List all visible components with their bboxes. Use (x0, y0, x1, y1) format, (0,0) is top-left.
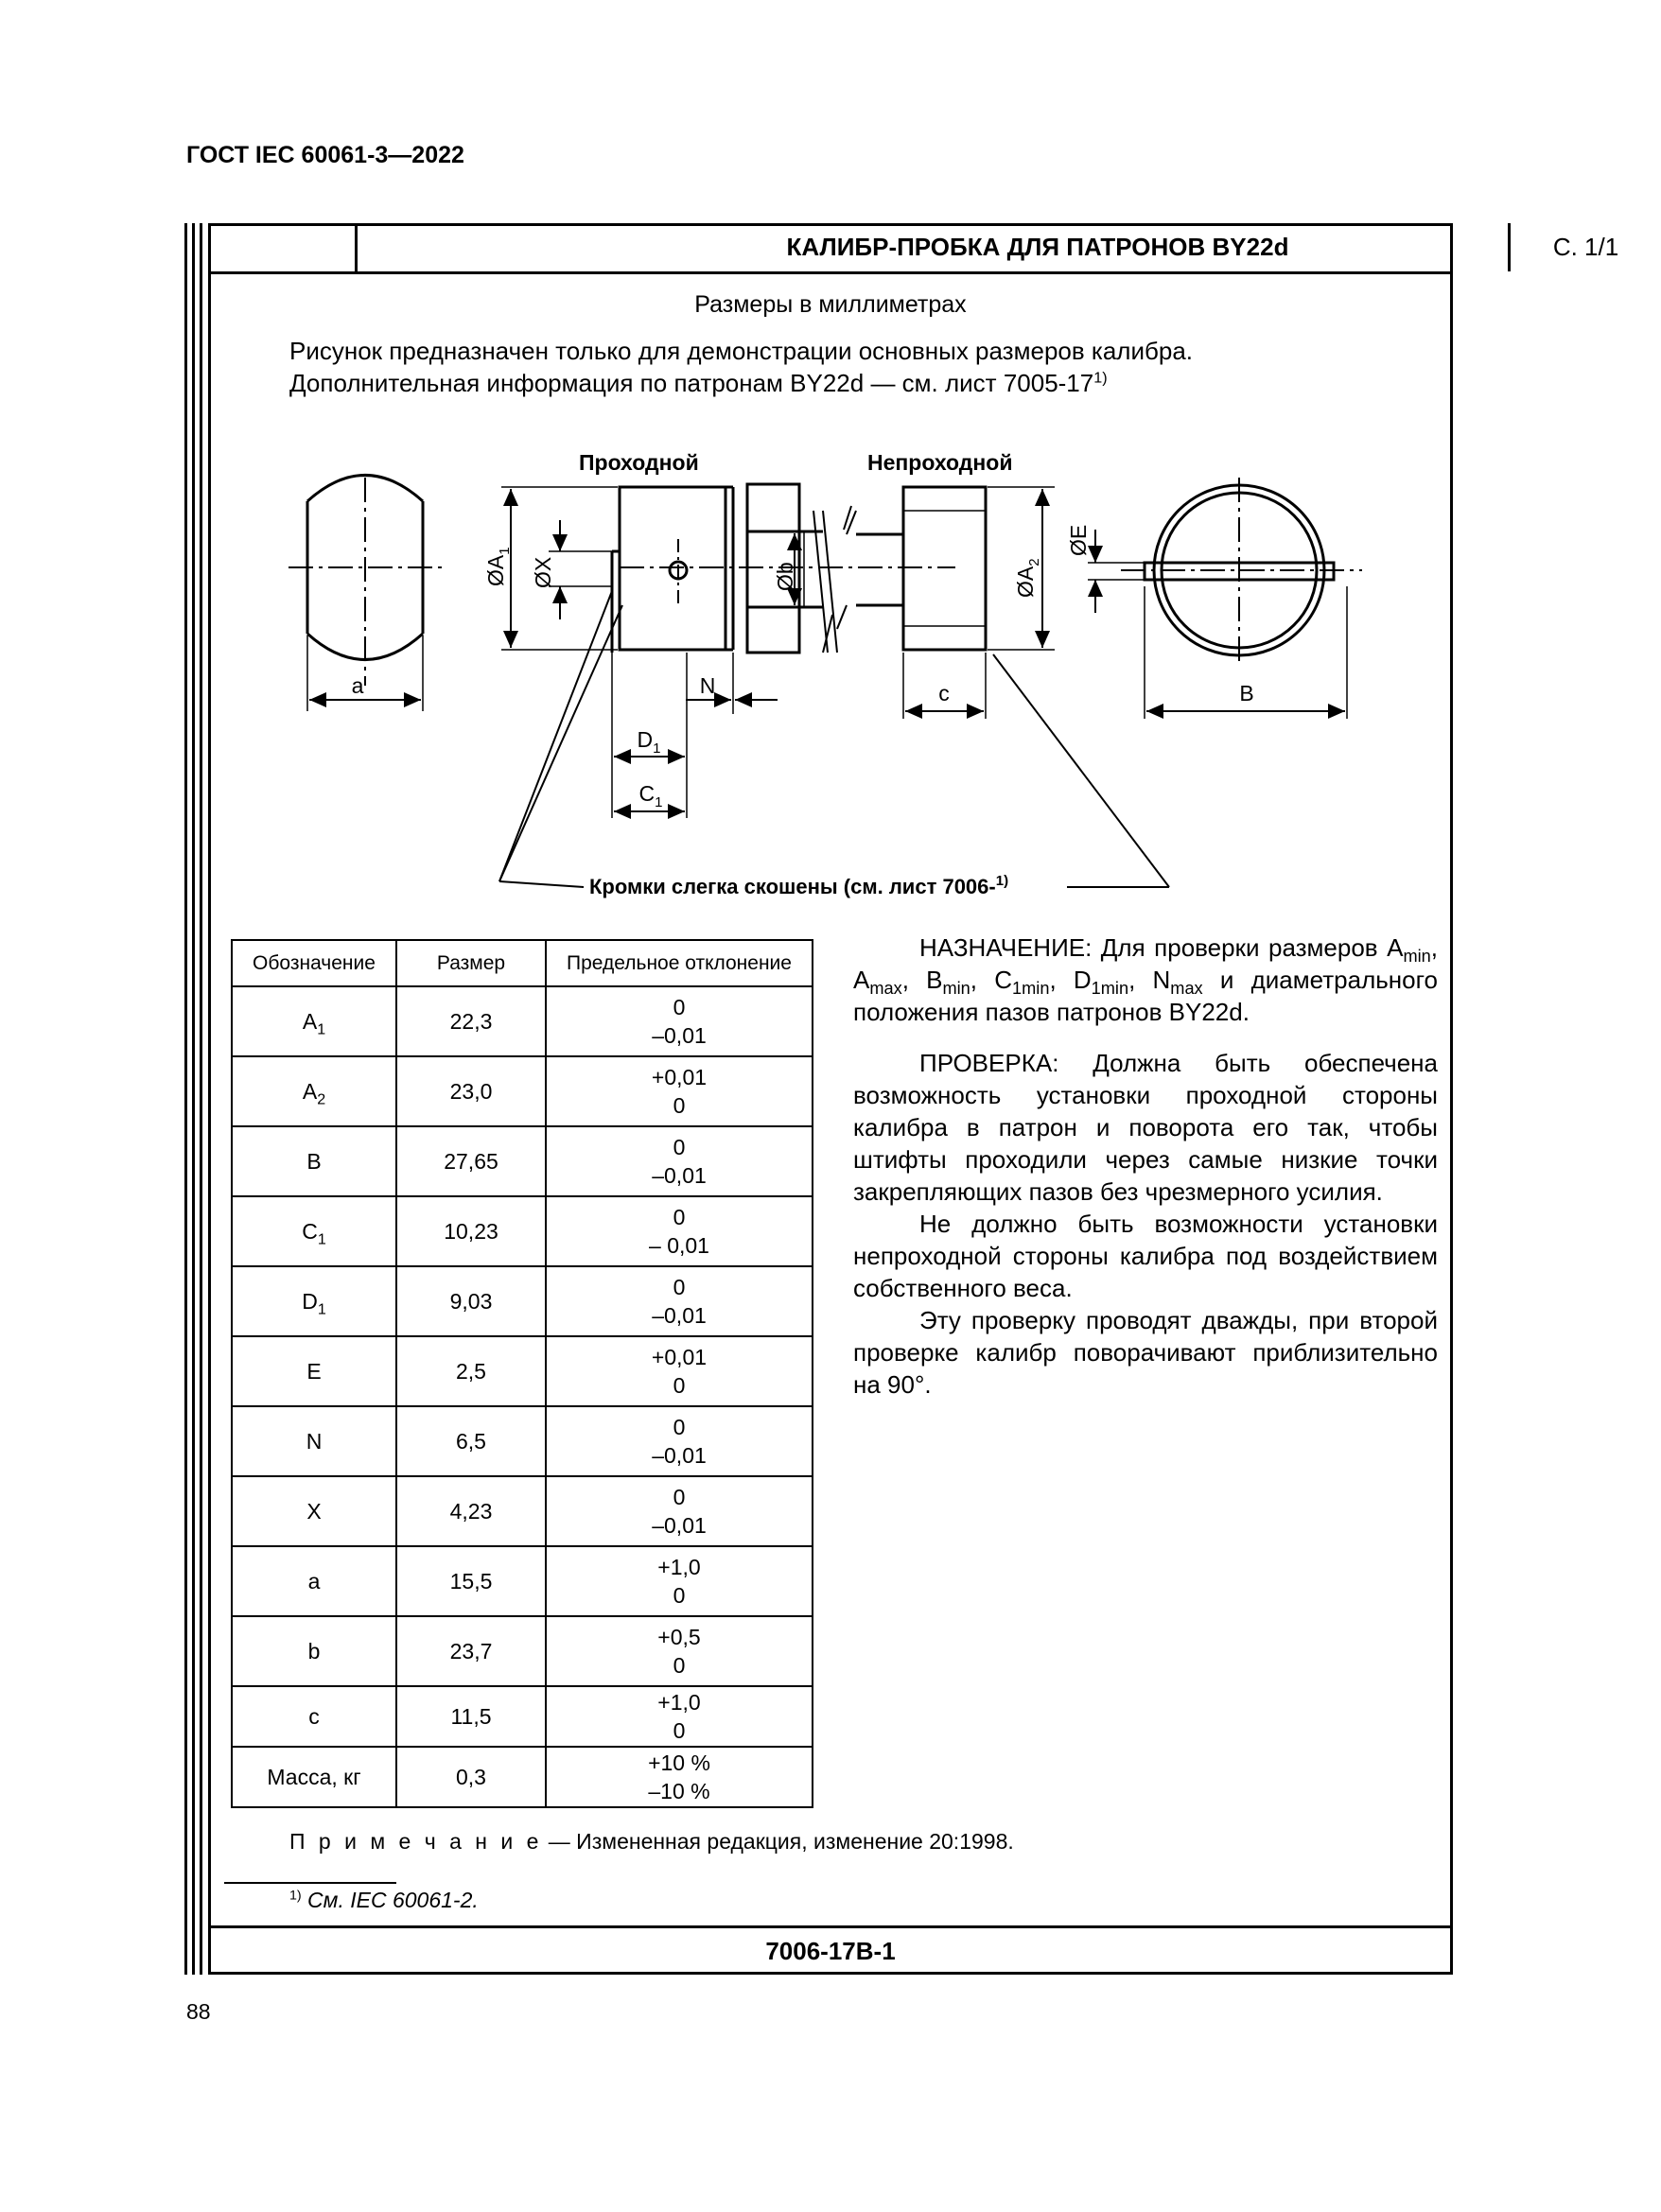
cell-symbol: Масса, кг (232, 1747, 396, 1807)
cell-deviation: 0 –0,01 (546, 1266, 813, 1336)
cell-size: 4,23 (396, 1476, 546, 1546)
note-text: — Измененная редакция, изменение 20:1998. (542, 1829, 1014, 1854)
chamfer-note: Кромки слегка скошены (см. лист 7006-$^{1)}$ (589, 873, 1009, 898)
table-row (232, 1406, 813, 1476)
dim-A2-label: $ØA_2$ (1013, 558, 1042, 598)
check-paragraph-3: Эту проверку проводят дважды, при второй проверке калибр поворачивают приблизительно на 90°. (853, 1306, 1438, 1399)
cell-deviation: 0 –0,01 (546, 1406, 813, 1476)
note (289, 1829, 1014, 1855)
dim-D1-label: $D_1$ (637, 727, 661, 757)
label-go: Проходной (579, 450, 699, 475)
dim-a-label: a (351, 673, 364, 698)
footnote-text: См. IEC 60061-2. (301, 1888, 479, 1912)
cell-symbol: $C_1$ (232, 1196, 396, 1266)
footnote-ref: 1) (1093, 369, 1108, 387)
dim-A1-label: $ØA_1$ (483, 547, 513, 586)
sheet-title: КАЛИБР-ПРОБКА ДЛЯ ПАТРОНОВ BY22d (786, 233, 1289, 261)
cell-deviation: +10 % –10 % (546, 1747, 813, 1807)
cell-symbol: $A_1$ (232, 986, 396, 1056)
table-row (232, 1336, 813, 1406)
dim-X-label: ØX (531, 556, 555, 588)
intro-line-1: Рисунок предназначен только для демонстрации основных размеров калибра. (289, 337, 1194, 365)
footnote-mark: 1) (289, 1888, 302, 1904)
intro-line-2-text: Дополнительная информация по патронам BY22d — см. лист 7005-17 (289, 369, 1094, 397)
cell-size: 10,23 (396, 1196, 546, 1266)
cell-size: 23,0 (396, 1056, 546, 1126)
table-row (232, 1747, 813, 1807)
table-row (232, 1196, 813, 1266)
footnote-divider (224, 1882, 396, 1884)
cell-symbol: $D_1$ (232, 1266, 396, 1336)
table-row (232, 986, 813, 1056)
cell-deviation: 0 –0,01 (546, 986, 813, 1056)
cell-symbol: N (232, 1406, 396, 1476)
cell-deviation: 0 – 0,01 (546, 1196, 813, 1266)
table-row (232, 1056, 813, 1126)
dimensions-table (231, 939, 813, 1808)
cell-symbol: E (232, 1336, 396, 1406)
cell-deviation: +0,01 0 (546, 1056, 813, 1126)
cell-deviation: +0,01 0 (546, 1336, 813, 1406)
purpose-tail: и диаметрального положения пазов патронов BY22d. (853, 966, 1438, 1026)
check-paragraph-2: Не должно быть возможности установки непроходной стороны калибра под воздействием собственного веса. (853, 1210, 1438, 1302)
cell-size: 2,5 (396, 1336, 546, 1406)
dim-E-label: ØE (1066, 524, 1091, 556)
cell-symbol: c (232, 1686, 396, 1747)
cell-size: 11,5 (396, 1686, 546, 1747)
dim-b-label: Øb (773, 562, 797, 591)
col-header-deviation: Предельное отклонение (546, 940, 813, 986)
table-row (232, 1616, 813, 1686)
cell-symbol: $A_2$ (232, 1056, 396, 1126)
gauge-drawing (0, 0, 1564, 936)
purpose-paragraph: НАЗНАЧЕНИЕ: Для проверки размеров $A_{min}$, $A_{max}$, $B_{min}$, $C_{1min}$, $D_{1min}$, $N_{max}$ и диаметрального положения пазов патронов BY22d. (853, 933, 1438, 1026)
cell-size: 23,7 (396, 1616, 546, 1686)
table-row (232, 1266, 813, 1336)
col-header-symbol: Обозначение (232, 940, 396, 986)
end-view-left (288, 476, 442, 712)
cell-symbol: a (232, 1546, 396, 1616)
table-row (232, 1546, 813, 1616)
cell-symbol: b (232, 1616, 396, 1686)
sheet-code-bar (208, 1925, 1453, 1975)
purpose-lead: НАЗНАЧЕНИЕ: Для проверки размеров (919, 933, 1378, 962)
units-caption: Размеры в миллиметрах (694, 291, 967, 318)
note-label: П р и м е ч а н и е (289, 1829, 543, 1854)
label-nogo: Непроходной (867, 450, 1013, 475)
check-paragraph-1: ПРОВЕРКА: Должна быть обеспечена возможность установки проходной стороны калибра в патрон и поворота его так, чтобы штифты проходили через самые низкие точки закрепляющих пазов без чрезмерного усилия. (853, 1049, 1438, 1206)
cell-symbol: B (232, 1126, 396, 1196)
cell-size: 6,5 (396, 1406, 546, 1476)
dim-B-label: B (1239, 681, 1254, 705)
table-row (232, 1476, 813, 1546)
cell-size: 15,5 (396, 1546, 546, 1616)
chamfer-leaders (499, 591, 1169, 887)
footnote (289, 1888, 479, 1913)
table-row (232, 1126, 813, 1196)
cell-deviation: +0,5 0 (546, 1616, 813, 1686)
page-number: 88 (186, 1999, 211, 2024)
cell-size: 9,03 (396, 1266, 546, 1336)
dim-N-label: N (699, 673, 716, 698)
description-text (853, 932, 1438, 1401)
cell-deviation: 0 –0,01 (546, 1476, 813, 1546)
sheet-code: 7006-17B-1 (765, 1937, 896, 1965)
dim-C1-label: $C_1$ (638, 781, 663, 810)
table-row (232, 1686, 813, 1747)
cell-size: 22,3 (396, 986, 546, 1056)
end-view-right (1088, 478, 1362, 719)
cell-deviation: 0 –0,01 (546, 1126, 813, 1196)
sheet-page: С. 1/1 (1552, 233, 1619, 261)
table-header-row (232, 940, 813, 986)
dim-c-label: c (938, 681, 950, 705)
cell-size: 0,3 (396, 1747, 546, 1807)
cell-deviation: +1,0 0 (546, 1546, 813, 1616)
cell-symbol: X (232, 1476, 396, 1546)
standard-header: ГОСТ IEC 60061-3—2022 (186, 142, 464, 168)
col-header-size: Размер (396, 940, 546, 986)
cell-deviation: +1,0 0 (546, 1686, 813, 1747)
cell-size: 27,65 (396, 1126, 546, 1196)
